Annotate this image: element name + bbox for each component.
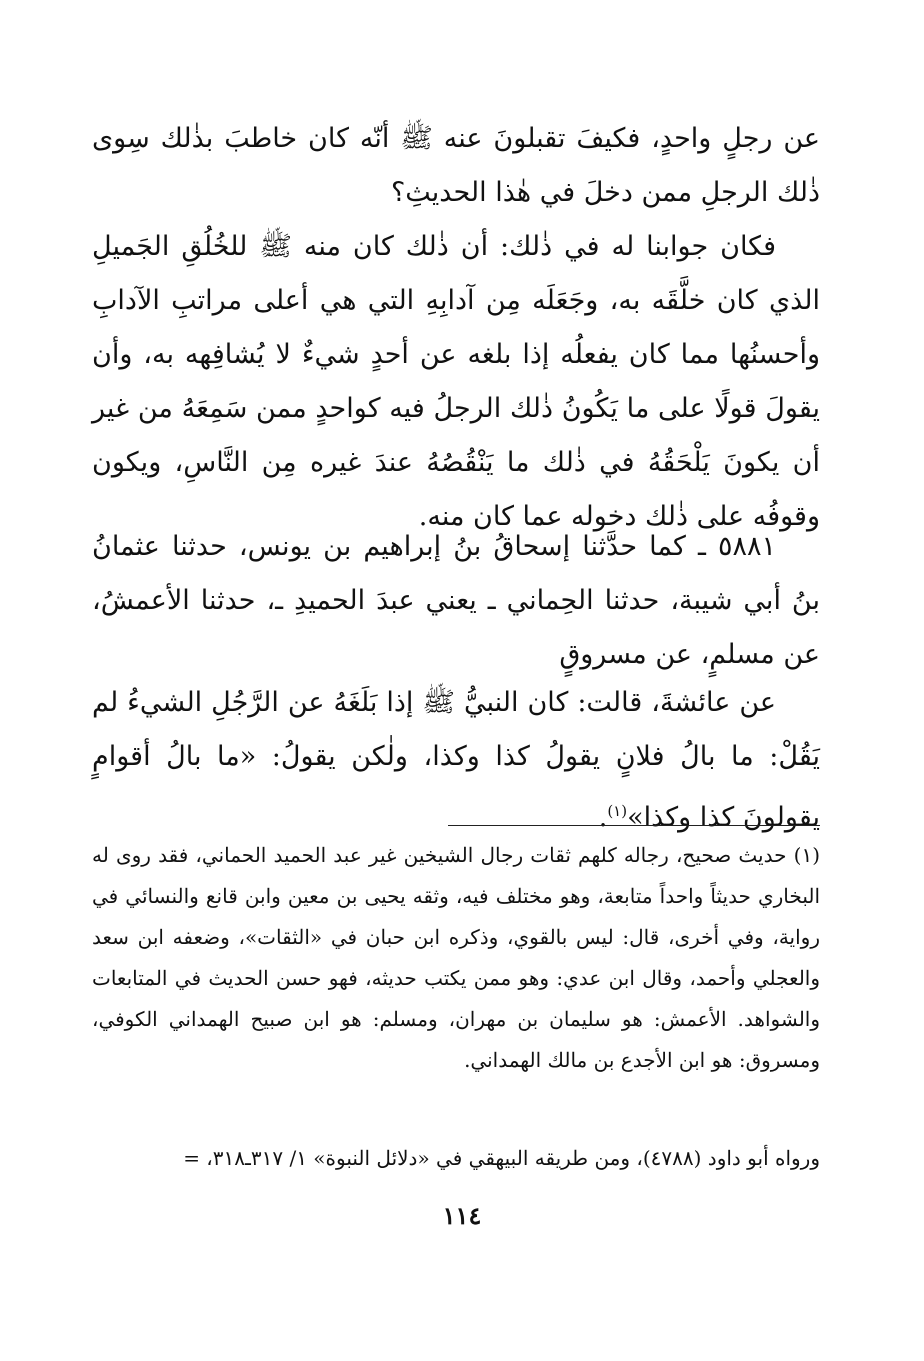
footnote-continuation	[92, 1138, 820, 1179]
footnotes-section	[92, 835, 820, 1081]
paragraph-continuation: عن رجلٍ واحدٍ، فكيفَ تقبلونَ عنه ﷺ أنّه كان خاطبَ بذٰلك سِوى ذٰلك الرجلِ ممن دخلَ في هٰذا الحديثِ؟	[92, 123, 820, 208]
main-text-paragraph-2	[92, 220, 820, 544]
footnote-separator	[448, 825, 820, 826]
hadith-matn-end: .	[598, 802, 608, 833]
main-text-paragraph-3	[92, 520, 820, 682]
footnote-reference: (١)	[607, 802, 628, 820]
footnote-1: (١) حديث صحيح، رجاله كلهم ثقات رجال الشيخين غير عبد الحميد الحماني، فقد روى له البخاري حديثاً واحداً متابعة، وهو مختلف فيه، وثقه يحيى بن معين وابن قانع والنسائي في رواية، وفي أخرى، قال: ليس بالقوي، وذكره ابن حبان في «الثقات»، وضعفه ابن سعد والعجلي وأحمد، وقال ابن عدي: وهو ممن يكتب حديثه، فهو حسن الحديث في المتابعات والشواهد. الأعمش: هو سليمان بن مهران، ومسلم: هو ابن صبيح الهمداني الكوفي، ومسروق: هو ابن الأجدع بن مالك الهمداني.	[92, 843, 820, 1072]
footnote-continuation-text: ورواه أبو داود (٤٧٨٨)، ومن طريقه البيهقي في «دلائل النبوة» ١/ ٣١٧ـ٣١٨، =	[183, 1146, 820, 1170]
page-number: ١١٤	[442, 1201, 482, 1230]
paragraph-answer: فكان جوابنا له في ذٰلك: أن ذٰلك كان منه ﷺ للخُلُقِ الجَميلِ الذي كان خلَّقَه به، وجَعَلَه مِن آدابِهِ التي هي أعلى مراتبِ الآدابِ وأحسنُها مما كان يفعلُه إذا بلغه عن أحدٍ شيءٌ لا يُشافِهه به، وأن يقولَ قولًا على ما يَكُونُ ذٰلك الرجلُ فيه كواحدٍ ممن سَمِعَهُ من غير أن يكونَ يَلْحَقُهُ في ذٰلك ما يَنْقُصُهُ عندَ غيره مِن النَّاسِ، ويكون وقوفُه على ذٰلك دخوله عما كان منه.	[92, 231, 820, 532]
hadith-matn	[92, 676, 820, 845]
hadith-isnad: ٥٨٨١ ـ كما حدَّثنا إسحاقُ بنُ إبراهيم بن يونس، حدثنا عثمانُ بنُ أبي شيبة، حدثنا الحِماني ـ يعني عبدَ الحميدِ ـ، حدثنا الأعمشُ، عن مسلمٍ، عن مسروقٍ	[92, 531, 820, 670]
main-text-paragraph-4	[92, 676, 820, 845]
main-text-paragraph-1	[92, 112, 820, 220]
hadith-matn-text: عن عائشةَ، قالت: كان النبيُّ ﷺ إذا بَلَغَهُ عن الرَّجُلِ الشيءُ لم يَقُلْ: ما بالُ فلانٍ يقولُ كذا وكذا، ولٰكن يقولُ: «ما بالُ أقوامٍ يقولونَ كذا وكذا»	[92, 687, 820, 833]
